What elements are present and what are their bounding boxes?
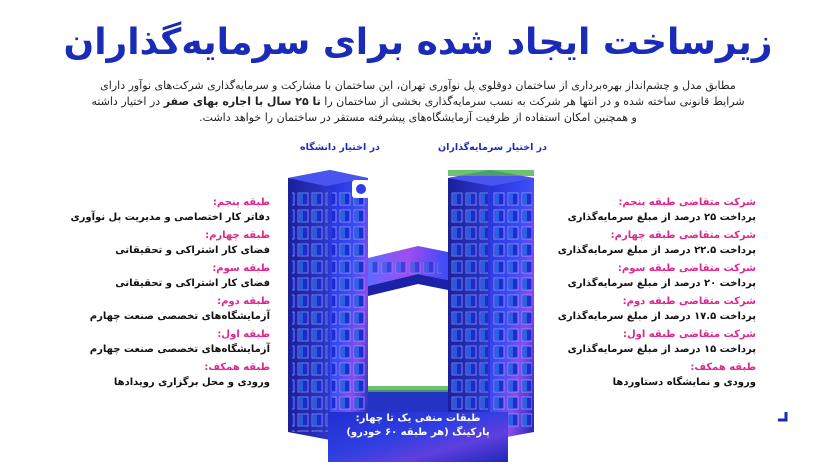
floor-item [92,262,270,295]
floor-item [556,361,756,394]
floor-description: پرداخت ۲۲.۵ درصد از مبلغ سرمایه‌گذاری [557,245,756,256]
university-floors-list [70,196,270,394]
floor-item [92,229,270,262]
floor-description: ورودی و محل برگزاری رویدادها [113,377,270,388]
floor-label: طبقه همکف: [690,362,756,373]
floor-label: شرکت متقاضی طبقه دوم: [622,296,756,307]
floor-label: شرکت متقاضی طبقه سوم: [617,263,756,274]
floor-label: طبقه همکف: [204,362,270,373]
floor-item [556,262,756,295]
floor-description: دفاتر کار اختصاصی و مدیریت پل نوآوری [70,212,270,223]
intro-text-1: مطابق مدل و چشم‌انداز بهره‌برداری از ساختمان دوقلوی پل نوآوری تهران، این ساختمان با مشارکت و سرمایه‌گذاری شرکت‌های نوآور دارای شرایط قانونی ساخته شده و در انتها هر شرکت به نسب سرمایه‌گذاری بخشی از ساختمان را [100,79,745,108]
page-title: زیرساخت ایجاد شده برای سرمایه‌گذاران [63,22,773,63]
floor-label: طبقه سوم: [212,263,270,274]
floor-description: فضای کار اشتراکی و تحقیقاتی [115,278,270,289]
floor-description: فضای کار اشتراکی و تحقیقاتی [115,245,270,256]
floor-label: طبقه دوم: [217,296,270,307]
parking-title: طبقات منفی یک تا چهار: [355,413,481,424]
parking-caption [340,412,496,440]
floor-label: شرکت متقاضی طبقه پنجم: [618,197,756,208]
floor-label: شرکت متقاضی طبقه چهارم: [610,230,756,241]
floor-label: طبقه چهارم: [205,230,270,241]
floor-description: پرداخت ۱۵ درصد از مبلغ سرمایه‌گذاری [567,344,756,355]
floor-item [556,328,756,361]
floor-item [92,361,270,394]
intro-highlight: تا ۲۵ سال با اجاره بهای صفر [163,95,321,108]
parking-description: پارکینگ (هر طبقه ۶۰ خودرو) [346,427,490,438]
floor-item [556,196,756,229]
floor-description: پرداخت ۱۷.۵ درصد از مبلغ سرمایه‌گذاری [557,311,756,322]
floor-item [70,196,270,229]
floor-item [556,295,756,328]
floor-label: طبقه پنجم: [212,197,270,208]
header-university: در اختیار دانشگاه [300,142,380,153]
investor-floors-list [556,196,756,394]
floor-description: آزمایشگاه‌های تخصصی صنعت چهارم [89,344,270,355]
floor-item [89,328,270,361]
corner-bracket-icon [776,410,788,422]
floor-label: طبقه اول: [217,329,270,340]
floor-label: شرکت متقاضی طبقه اول: [623,329,756,340]
intro-paragraph [88,78,748,126]
floor-description: ورودی و نمایشگاه دستاوردها [612,377,756,388]
floor-item [89,295,270,328]
intro-text-2: در اختیار داشته و همچنین امکان استفاده از ظرفیت آزمایشگاه‌های پیشرفته مستقر در ساختمان را خواهد داشت. [91,95,637,124]
floor-description: پرداخت ۲۵ درصد از مبلغ سرمایه‌گذاری [567,212,756,223]
floor-description: آزمایشگاه‌های تخصصی صنعت چهارم [89,311,270,322]
header-investors: در اختیار سرمایه‌گذاران [438,142,547,153]
floor-item [556,229,756,262]
floor-description: پرداخت ۲۰ درصد از مبلغ سرمایه‌گذاری [567,278,756,289]
